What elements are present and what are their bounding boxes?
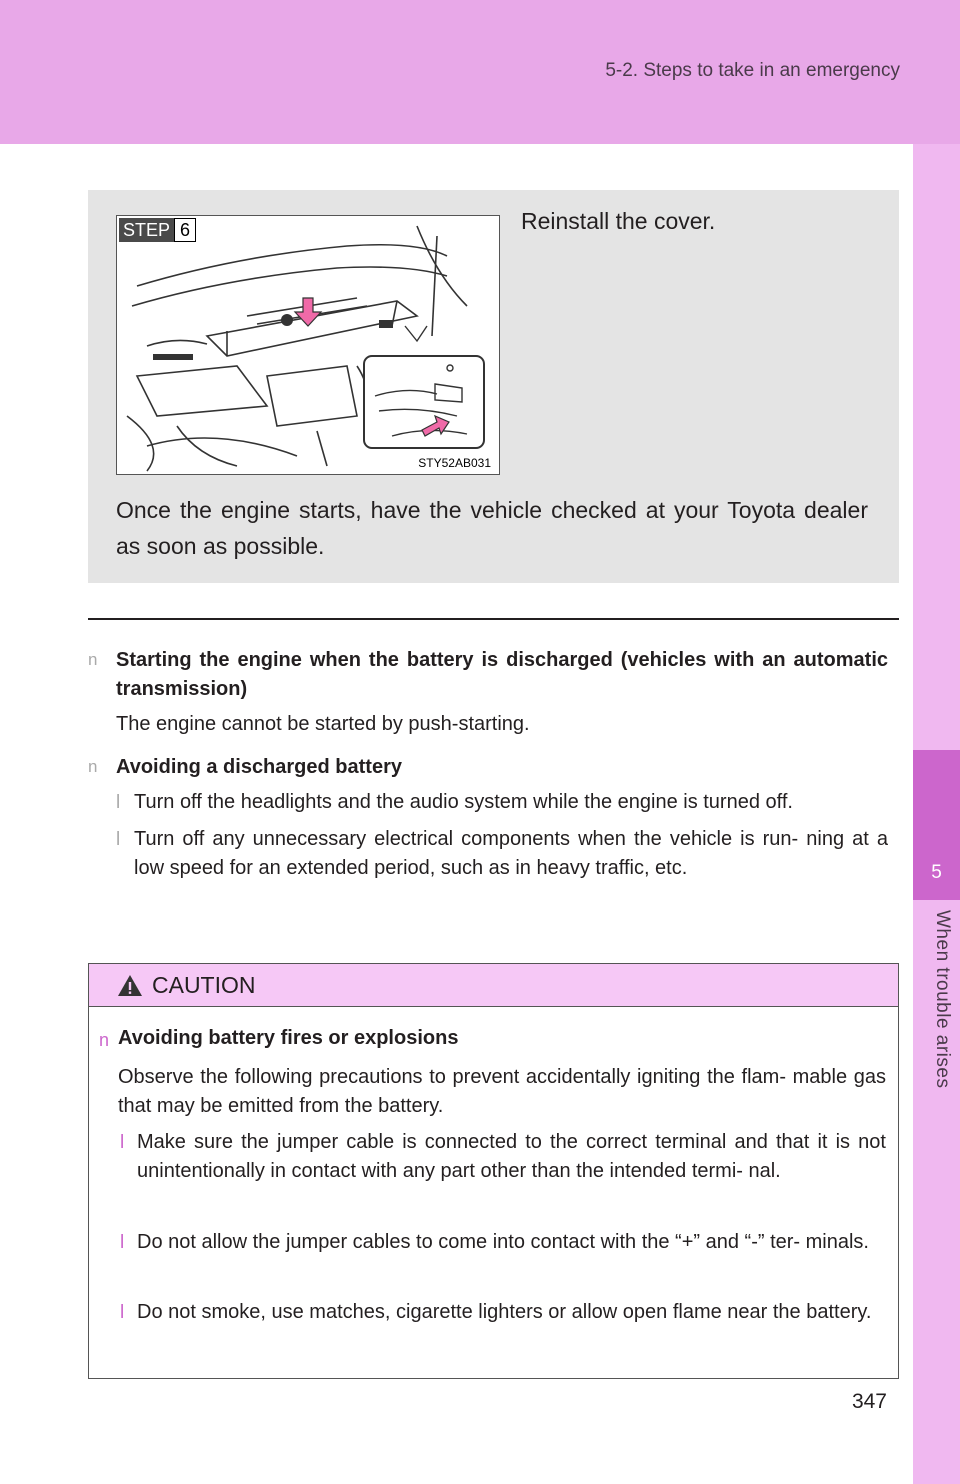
caution-box	[88, 963, 899, 1379]
caution-title: CAUTION	[152, 972, 256, 998]
info-section-discharge	[88, 753, 888, 883]
warning-triangle-icon	[117, 974, 143, 997]
list-item	[116, 825, 888, 883]
caution-list-item	[120, 1228, 886, 1257]
panel-note: Once the engine starts, have the vehicle checked at your Toyota dealer as soon as possible.	[116, 497, 868, 559]
caution-list-item-text: Do not smoke, use matches, cigarette lighters or allow open flame near the battery.	[137, 1301, 872, 1323]
caution-list-item-text: Do not allow the jumper cables to come into contact with the “+” and “-” ter- minals.	[137, 1231, 869, 1253]
caution-list-item	[120, 1128, 886, 1186]
caution-bullet: n	[99, 1030, 110, 1050]
caution-list-item-text: Make sure the jumper cable is connected to the correct terminal and that it is not unintentionally in contact with any part other than the intended termi- nal.	[137, 1131, 886, 1182]
caution-list-item	[120, 1298, 886, 1327]
chapter-label: When trouble arises	[932, 910, 953, 1089]
caution-text: Observe the following precautions to prevent accidentally igniting the flam- mable gas that may be emitted from the battery.	[118, 1066, 886, 1117]
list-bullet: l	[116, 829, 121, 850]
list-item	[116, 788, 888, 817]
chapter-number: 5	[931, 862, 942, 883]
figure-code: STY52AB031	[418, 456, 491, 470]
step-badge	[119, 218, 196, 242]
engine-bay-drawing	[117, 216, 500, 475]
list-bullet: l	[116, 792, 121, 813]
section-divider	[88, 618, 899, 620]
engine-cover-illustration	[116, 215, 500, 475]
info-text-push-start: The engine cannot be started by push-starting.	[116, 713, 530, 735]
list-item-text: Turn off any unnecessary electrical components when the vehicle is run- ning at a low speed for an extended period, such as in heavy traffic, etc.	[134, 828, 888, 879]
page-number: 347	[851, 1390, 887, 1413]
info-heading-discharge: Avoiding a discharged battery	[116, 756, 402, 778]
step-instruction: Reinstall the cover.	[521, 208, 716, 234]
caution-heading: Avoiding battery fires or explosions	[118, 1027, 459, 1049]
section-bullet: n	[88, 757, 98, 776]
list-item-text: Turn off the headlights and the audio system while the engine is turned off.	[134, 791, 793, 813]
page-header	[0, 0, 960, 144]
info-section-push-start	[88, 646, 888, 739]
caution-list-bullet: l	[120, 1302, 125, 1323]
section-title: 5-2. Steps to take in an emergency	[605, 60, 900, 81]
step-badge-number: 6	[174, 218, 196, 242]
caution-header	[89, 964, 898, 1007]
section-bullet: n	[88, 650, 98, 669]
info-heading-push-start: Starting the engine when the battery is discharged (vehicles with an automatic transmission)	[116, 649, 888, 700]
caution-list-bullet: l	[120, 1232, 125, 1253]
caution-list-bullet: l	[120, 1132, 125, 1153]
step-badge-label: STEP	[119, 218, 174, 242]
